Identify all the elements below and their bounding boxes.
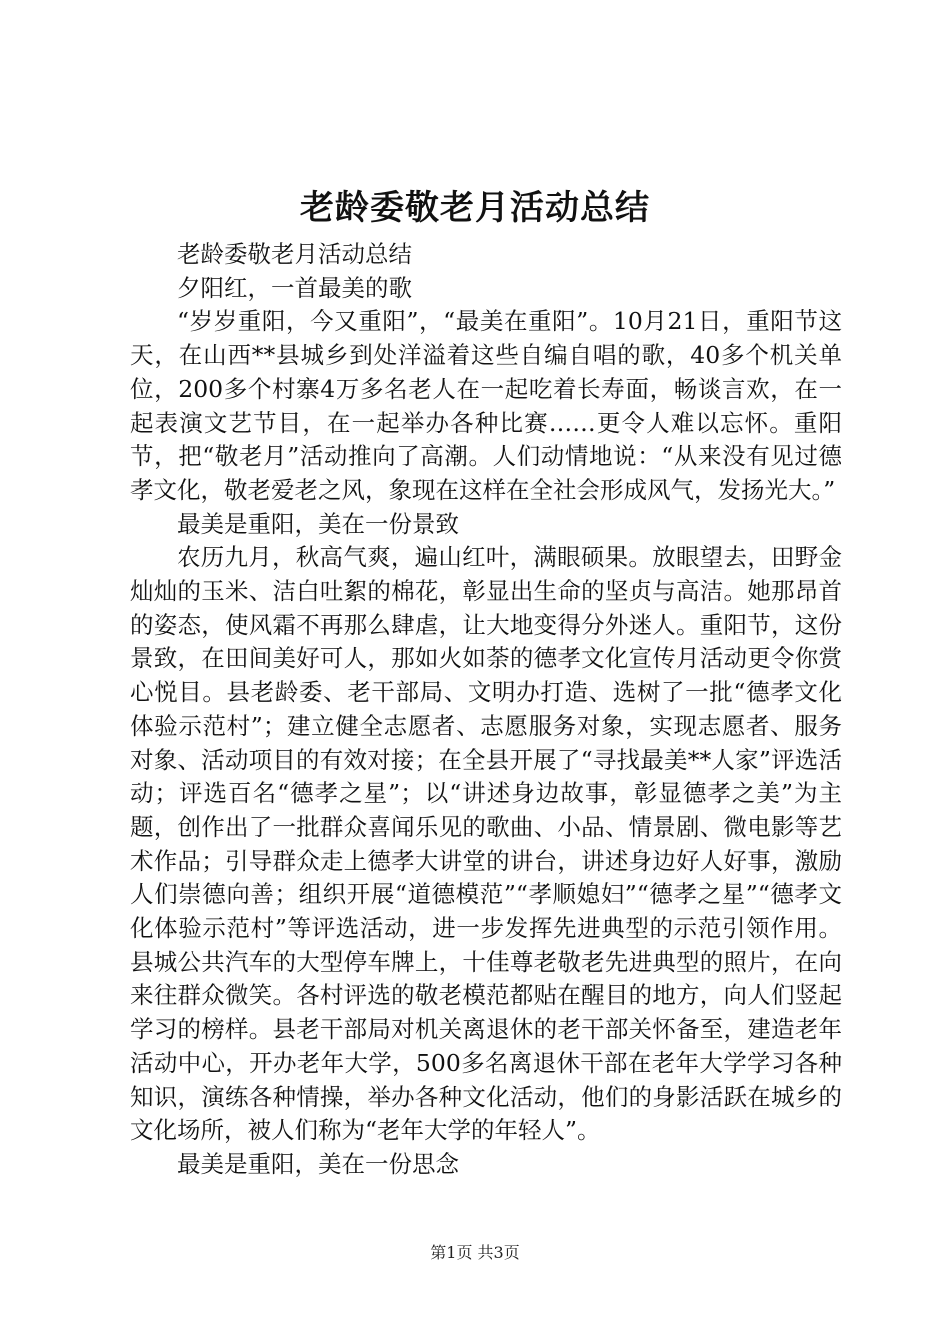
paragraph: 农历九月，秋高气爽，遍山红叶，满眼硕果。放眼望去，田野金灿灿的玉米、洁白吐絮的棉花，彰显出生命的坚贞与高洁。她那昂首的姿态，使风霜不再那么肆虐，让大地变得分外迷人。重阳节，这份景致，在田间美好可人，那如火如荼的德孝文化宣传月活动更令你赏心悦目。县老龄委、老干部局、文明办打造、选树了一批“德孝文化体验示范村”；建立健全志愿者、志愿服务对象，实现志愿者、服务对象、活动项目的有效对接；在全县开展了“寻找最美**人家”评选活动；评选百名“德孝之星”；以“讲述身边故事，彰显德孝之美”为主题，创作出了一批群众喜闻乐见的歌曲、小品、情景剧、微电影等艺术作品；引导群众走上德孝大讲堂的讲台，讲述身边好人好事，激励人们崇德向善；组织开展“道德模范”“孝顺媳妇”“德孝之星”“德孝文化体验示范村”等评选活动，进一步发挥先进典型的示范引领作用。县城公共汽车的大型停车牌上，十佳尊老敬老先进典型的照片，在向来往群众微笑。各村评选的敬老模范都贴在醒目的地方，向人们竖起学习的榜样。县老干部局对机关离退休的老干部关怀备至，建造老年活动中心，开办老年大学，500多名离退休干部在老年大学学习各种知识，演练各种情操，举办各种文化活动，他们的身影活跃在城乡的文化场所，被人们称为“老年大学的年轻人”。 xyxy=(130,543,842,1145)
page-number-footer: 第1页 共3页 xyxy=(430,1243,520,1262)
paragraph: 最美是重阳，美在一份景致 xyxy=(177,509,459,538)
paragraph: 夕阳红，一首最美的歌 xyxy=(177,273,412,302)
document-title: 老龄委敬老月活动总结 xyxy=(300,188,650,228)
paragraph: 老龄委敬老月活动总结 xyxy=(177,240,412,268)
document-body xyxy=(130,238,842,1182)
paragraph: 最美是重阳，美在一份思念 xyxy=(177,1149,459,1178)
paragraph: “岁岁重阳，今又重阳”，“最美在重阳”。10月21日，重阳节这天，在山西**县城乡到处洋溢着这些自编自唱的歌，40多个机关单位，200多个村寨4万多名老人在一起吃着长寿面，畅谈言欢，在一起表演文艺节目，在一起举办各种比赛……更令人难以忘怀。重阳节，把“敬老月”活动推向了高潮。人们动情地说：“从来没有见过德孝文化，敬老爱老之风，象现在这样在全社会形成风气，发扬光大。” xyxy=(130,307,842,504)
